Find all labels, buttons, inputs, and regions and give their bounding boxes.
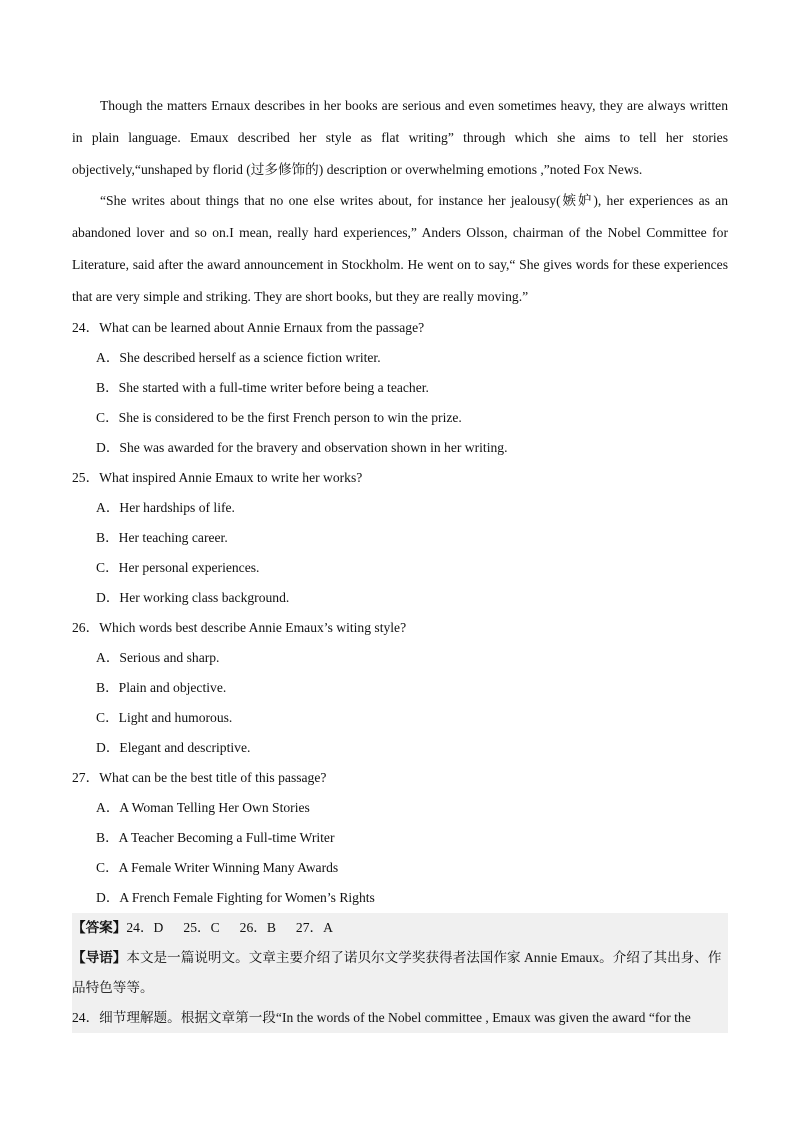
option-a: A．Her hardships of life. [96,499,235,515]
guide-label: 【导语】 [72,949,127,965]
answer-section [72,913,728,1003]
option-b: B．Plain and objective. [96,679,227,695]
answer-item: 25．C [183,919,220,935]
question-27 [72,763,728,913]
option-a: A．Serious and sharp. [96,649,220,665]
answer-item: 26．B [239,919,276,935]
option-d: D．Elegant and descriptive. [96,739,251,755]
passage-paragraph-1: Though the matters Ernaux describes in her books are serious and even sometimes heavy, they are always written in plain language. Emaux described her style as flat writing” through which she aims to tell her stories objectively,“unshaped by florid (过多修饰的) description or overwhelming emotions ,”noted Fox News. [72,98,728,177]
analysis-line: 24．细节理解题。根据文章第一段“In the words of the Nobel committee , Emaux was given the award “for the [72,1003,728,1033]
question-stem: 26．Which words best describe Annie Emaux’s witing style? [72,619,407,635]
passage-paragraph-2: “She writes about things that no one else writes about, for instance her jealousy(嫉妒), her experiences as an abandoned lover and so on.I mean, really hard experiences,” Anders Olsson, chairman of the Nobel Committee for Literature, said after the award announcement in Stockholm. He went on to say,“ She gives words for these experiences that are very simple and striking. They are short books, but they are really moving.” [72,193,728,304]
option-b: B．Her teaching career. [96,529,228,545]
answer-item: 27．A [295,919,333,935]
answer-label: 【答案】 [72,919,127,935]
option-b: B．A Teacher Becoming a Full-time Writer [96,829,335,845]
option-c: C．Light and humorous. [96,709,233,725]
question-stem: 25．What inspired Annie Emaux to write her works? [72,469,363,485]
option-d: D．Her working class background. [96,589,290,605]
option-d: D．She was awarded for the bravery and observation shown in her writing. [96,439,508,455]
option-c: C．Her personal experiences. [96,559,260,575]
answer-line [72,913,728,943]
option-c: C．A Female Writer Winning Many Awards [96,859,339,875]
question-25 [72,463,728,613]
option-a: A．A Woman Telling Her Own Stories [96,799,310,815]
answer-item: 24．D [126,919,164,935]
question-24 [72,313,728,463]
option-d: D．A French Female Fighting for Women’s Rights [96,889,375,905]
option-c: C．She is considered to be the first French person to win the prize. [96,409,462,425]
guide-paragraph [72,943,728,1003]
question-stem: 24．What can be learned about Annie Ernaux from the passage? [72,319,425,335]
option-b: B．She started with a full-time writer before being a teacher. [96,379,429,395]
question-26 [72,613,728,763]
option-a: A．She described herself as a science fiction writer. [96,349,381,365]
question-stem: 27．What can be the best title of this passage? [72,769,327,785]
document-page [72,90,728,1033]
guide-text: 本文是一篇说明文。文章主要介绍了诺贝尔文学奖获得者法国作家 Annie Emaux。介绍了其出身、作品特色等等。 [72,949,722,995]
